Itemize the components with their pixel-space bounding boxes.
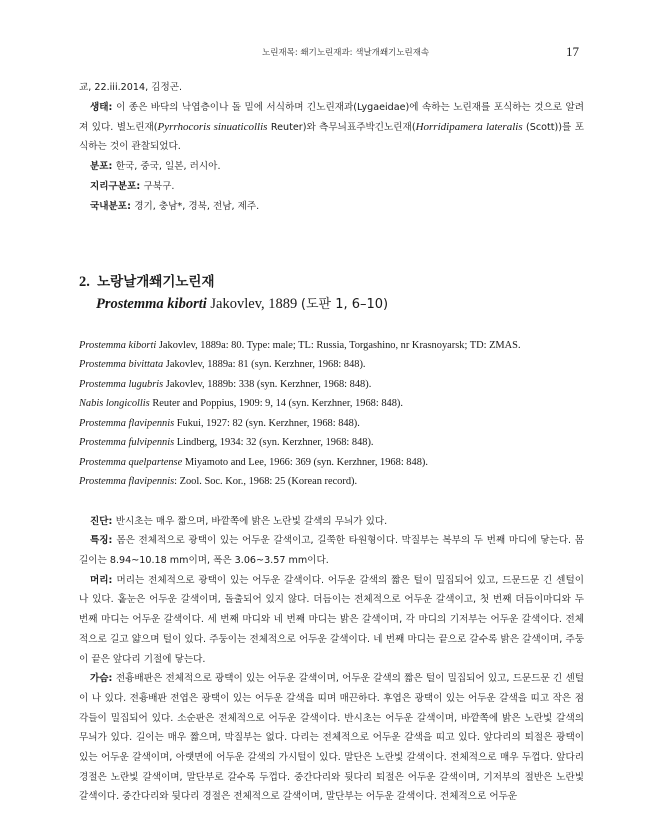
synonym-entry: Prostemma fulvipennis Lindberg, 1934: 32 (syn. Kerzhner, 1968: 848). [79,437,374,449]
synonym-entry: Prostemma flavipennis Fukui, 1927: 82 (syn. Kerzhner, 1968: 848). [79,417,360,429]
domestic-distribution-line: 국내분포: 경기, 충남*, 경북, 전남, 제주. [90,200,260,212]
diagnosis-paragraph: 진단: 반시초는 매우 짧으며, 바깥쪽에 밝은 노란빛 갈색의 무늬가 있다. [90,515,388,527]
species-heading [79,271,584,316]
synonym-entry: Nabis longicollis Reuter and Poppius, 1909: 9, 14 (syn. Kerzhner, 1968: 848). [79,398,403,410]
synonymy-list [79,336,584,492]
thorax-paragraph: 가슴: 전흉배판은 전체적으로 광택이 있는 어두운 갈색이며, 어두운 갈색의 짧은 털이 밀집되어 있고, 드문드문 긴 센털이 나 있다. 전흉배판 전엽은 광택이 있는 어두운 갈색을 띠며 매끈하다. 후엽은 광택이 있는 어두운 갈색을 띠고 작은 점각들이 밀집되어 있다. 소순판은 전체적으로 어두운 갈색이다. 반시초는 어두운 갈색이며, 바깥쪽에 밝은 노란빛 갈색의 무늬가 있다. 길이는 매우 짧으며, 막질부는 없다. 다리는 전체적으로 어두운 갈색을 띠고 있다. 앞다리의 퇴절은 광택이 있는 어두운 갈색이며, 아랫면에 어두운 갈색의 가시털이 있다. 말단은 노란빛 갈색이다. 전체적으로 매우 두껍다. 앞다리 경절은 노란빛 갈색이며, 말단부로 갈수록 두껍다. 중간다리와 뒷다리 퇴절은 어두운 갈색이며, 기저부의 절반은 노란빛 갈색이다. 중간다리와 뒷다리 경절은 전체적으로 갈색이며, 말단부는 어두운 갈색이다. 전체적으로 어두운 [79,673,584,803]
specimen-continuation: 교, 22.iii.2014, 김정곤. [79,82,183,93]
synonym-entry: Prostemma quelpartense Miyamoto and Lee, 1966: 369 (syn. Kerzhner, 1968: 848). [79,456,428,468]
features-paragraph: 특징: 몸은 전체적으로 광택이 있는 어두운 갈색이고, 길쭉한 타원형이다. 막질부는 복부의 두 번째 마디에 닿는다. 몸길이는 8.94~10.18 mm이며, 폭은 3.06~3.57 mm이다. [79,535,584,566]
previous-species-section [79,78,584,217]
ecology-paragraph: 생태: 이 종은 바닥의 낙엽층이나 돌 밑에 서식하며 긴노린재과(Lygaeidae)에 속하는 노린재를 포식하는 것으로 알려져 있다. 별노린재(Pyrrhocoris sinuaticollis Reuter)와 측무늬표주박긴노린재(Horridipamera lateralis (Scott))를 포식하는 것이 관찰되었다. [79,101,585,153]
distribution-line: 분포: 한국, 중국, 일본, 러시아. [90,161,221,173]
zoogeographic-line: 지리구분포: 구북구. [90,180,175,192]
running-title: 노린재목: 쐐기노린재과: 색날개쐐기노린재속 [262,48,430,58]
synonym-entry: Prostemma lugubris Jakovlev, 1889b: 338 (syn. Kerzhner, 1968: 848). [79,378,372,390]
species-heading-korean: 2. 노랑날개쐐기노린재 [79,273,215,290]
head-paragraph: 머리: 머리는 전체적으로 광택이 있는 어두운 갈색이다. 어두운 갈색의 짧은 털이 밀집되어 있고, 드문드문 긴 센털이 나 있다. 홑눈은 어두운 갈색이며, 돌출되어 있지 않다. 더듬이는 전체적으로 어두운 갈색이고, 첫 번째 더듬이마디와 두 번째 마디는 어두운 갈색이다. 세 번째 마디와 네 번째 마디는 밝은 갈색이며, 각 마디의 기저부는 어두운 갈색이다. 전체적으로 길고 얇으며 털이 있다. 주둥이는 전체적으로 어두운 갈색이다. 네 번째 마디는 끝으로 갈수록 밝은 갈색이며, 주둥이 끝은 앞다리 기절에 닿는다. [79,574,584,665]
synonym-entry: Prostemma flavipennis: Zool. Soc. Kor., 1968: 25 (Korean record). [79,476,358,488]
synonym-entry: Prostemma kiborti Jakovlev, 1889a: 80. Type: male; TL: Russia, Torgashino, nr Krasnoyarsk; TD: ZMAS. [79,339,521,351]
species-description [79,512,584,808]
page-body [79,78,584,807]
synonym-entry: Prostemma bivittata Jakovlev, 1889a: 81 (syn. Kerzhner, 1968: 848). [79,359,366,371]
page-number: 17 [566,44,579,59]
species-heading-scientific: Prostemma kiborti Jakovlev, 1889 (도판 1, 6–10) [96,295,389,312]
